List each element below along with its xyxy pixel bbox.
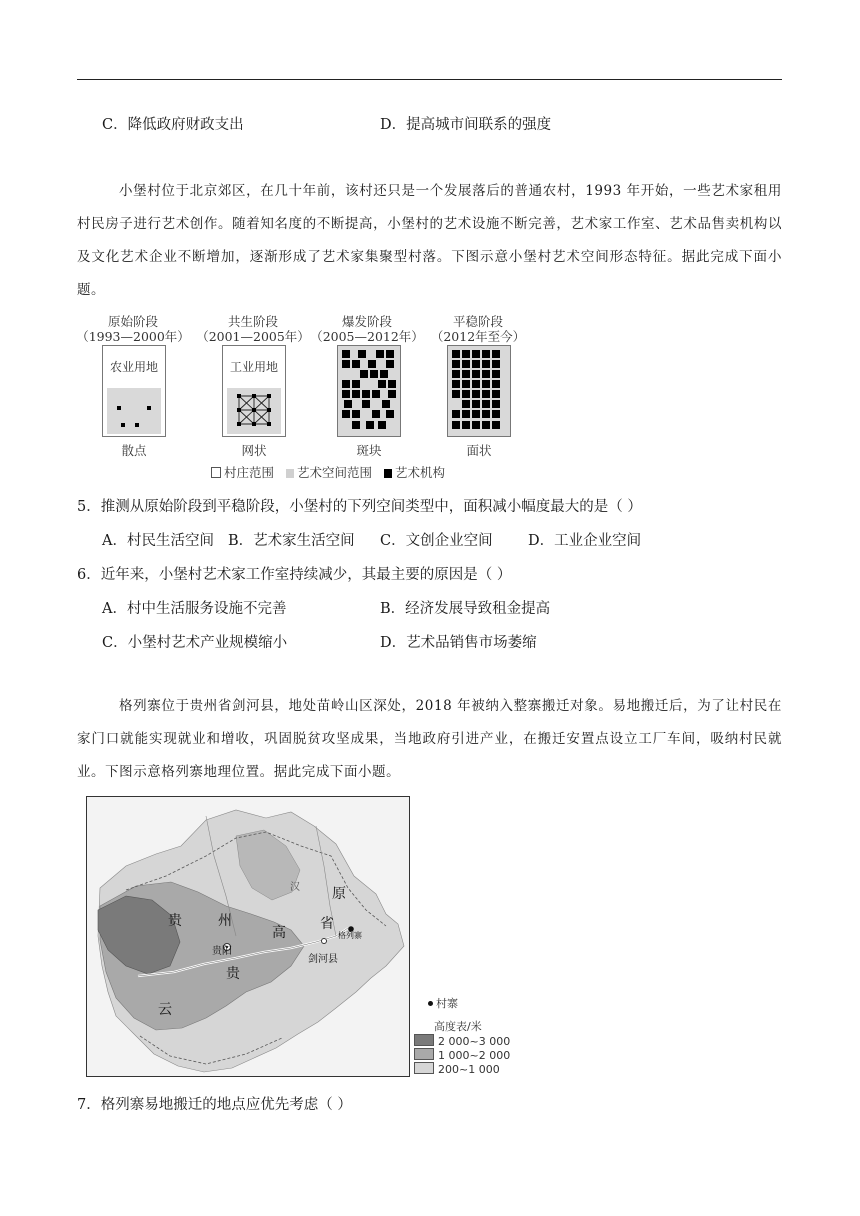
stage4-title: [418, 314, 538, 344]
q6-option-b[interactable]: B．经济发展导致租金提高: [380, 601, 551, 617]
stage3-village-frame: [337, 345, 401, 437]
legend-art-org: [384, 465, 445, 480]
header-rule: [77, 79, 782, 80]
stage3-period: （2005—2012年）: [310, 329, 424, 344]
label-gao: 高: [272, 925, 286, 941]
legend-village-label: 村庄范围: [224, 465, 275, 480]
stage1-period: （1993—2000年）: [76, 329, 190, 344]
stage4-period: （2012年至今）: [430, 329, 526, 344]
stage2-village-frame: [222, 345, 286, 437]
label-gelie: 格列寨: [338, 931, 362, 940]
stage1-art-space: [107, 388, 161, 434]
passage-gelie-text: 格列寨位于贵州省剑河县，地处苗岭山区深处，2018 年被纳入整寨搬迁对象。易地搬迁后，为了让村民在家门口就能实现就业和增收，巩固脱贫攻坚成果，当地政府引进产业，在搬迁安置点设立工厂车间，吸纳村民就业。下图示意格列寨地理位置。据此完成下面小题。: [77, 698, 782, 780]
q6-option-c[interactable]: C．小堡村艺术产业规模缩小: [102, 635, 288, 651]
q5-option-c[interactable]: C．文创企业空间: [380, 533, 493, 549]
q5-stem: 5．推测从原始阶段到平稳阶段，小堡村的下列空间类型中，面积减小幅度最大的是（ ）: [77, 499, 642, 515]
label-jianhe: 剑河县: [308, 954, 338, 965]
swatch-e1: [414, 1034, 434, 1046]
q6-stem: 6．近年来，小堡村艺术家工作室持续减少，其最主要的原因是（ ）: [77, 567, 512, 583]
legend-art-space: [286, 465, 372, 480]
stage2-network: [227, 388, 281, 434]
legend-art-org-label: 艺术机构: [395, 465, 446, 480]
stage4-village-frame: [447, 345, 511, 437]
q7-stem: 7．格列寨易地搬迁的地点应优先考虑（ ）: [77, 1097, 352, 1113]
label-yun: 云: [158, 1002, 172, 1018]
stage1-name: 原始阶段: [107, 314, 158, 329]
legend-art-space-swatch: [286, 469, 294, 478]
guizhou-map: [86, 796, 410, 1077]
map-legend-e2: [414, 1048, 510, 1062]
stage3-form: 斑块: [356, 443, 382, 458]
swatch-e3: [414, 1062, 434, 1074]
label-sheng: 省: [320, 916, 334, 932]
stage1-title: [73, 314, 193, 344]
stage1-form: 散点: [121, 443, 147, 458]
label-han: 汉: [290, 882, 300, 893]
village-dot-icon: [428, 1001, 433, 1006]
passage-xiaobao-text: 小堡村位于北京郊区，在几十年前，该村还只是一个发展落后的普通农村，1993 年开始，一些艺术家租用村民房子进行艺术创作。随着知名度的不断提高，小堡村的艺术设施不断完善，艺术家工作室、艺术品售卖机构以及文化艺术企业不断增加，逐渐形成了艺术家集聚型村落。下图示意小堡村艺术空间形态特征。据此完成下面小题。: [77, 183, 782, 298]
figure1-legend: [211, 463, 445, 481]
stage3-name: 爆发阶段: [341, 314, 392, 329]
legend-art-space-label: 艺术空间范围: [297, 465, 373, 480]
stage2-land-label: 工业用地: [229, 360, 278, 374]
stage2-title: [193, 314, 313, 344]
q6-option-d[interactable]: D．艺术品销售市场萎缩: [380, 635, 537, 651]
passage-xiaobao: [77, 175, 782, 307]
stage4-area: [448, 346, 510, 436]
q6-option-a[interactable]: A．村中生活服务设施不完善: [102, 601, 287, 617]
label-guiyang: 贵阳: [212, 946, 232, 957]
stage3-patches: [338, 346, 400, 436]
q5-option-a[interactable]: A．村民生活空间: [102, 533, 214, 549]
stage3-title: [307, 314, 427, 344]
map-figure: [86, 796, 410, 1077]
legend-village-swatch: [211, 467, 221, 478]
label-gui: 贵: [168, 913, 182, 929]
swatch-e2: [414, 1048, 434, 1060]
label-yuan: 原: [332, 886, 346, 902]
label-gui-2: 贵: [226, 966, 240, 982]
map-legend-e3: [414, 1062, 500, 1076]
stage4-name: 平稳阶段: [452, 314, 503, 329]
stage1-dots: [107, 388, 161, 434]
map-legend-village: [428, 995, 458, 1011]
stage2-name: 共生阶段: [227, 314, 278, 329]
stage1-village-frame: [102, 345, 166, 437]
stage2-period: （2001—2005年）: [196, 329, 310, 344]
stage2-art-space: [227, 388, 281, 434]
stage1-land-label: 农业用地: [109, 360, 158, 374]
option-d-prev[interactable]: D．提高城市间联系的强度: [380, 117, 552, 133]
map-legend-e1: [414, 1034, 510, 1048]
passage-gelie: [77, 690, 782, 789]
label-zhou: 州: [218, 913, 232, 929]
map-legend-e1-label: 2 000~3 000: [438, 1035, 511, 1048]
map-legend-village-label: 村寨: [436, 997, 458, 1010]
option-c-prev[interactable]: C．降低政府财政支出: [102, 117, 244, 133]
map-legend-title: 高度表/米: [434, 1020, 482, 1033]
legend-art-org-swatch: [384, 469, 392, 478]
legend-village: [211, 465, 274, 480]
q5-option-b[interactable]: B．艺术家生活空间: [228, 533, 355, 549]
stage2-form: 网状: [241, 443, 267, 458]
stage4-form: 面状: [466, 443, 492, 458]
map-legend-e2-label: 1 000~2 000: [438, 1049, 511, 1062]
jianhe-marker: [322, 939, 327, 944]
map-legend-e3-label: 200~1 000: [438, 1063, 500, 1076]
q5-option-d[interactable]: D．工业企业空间: [528, 533, 642, 549]
